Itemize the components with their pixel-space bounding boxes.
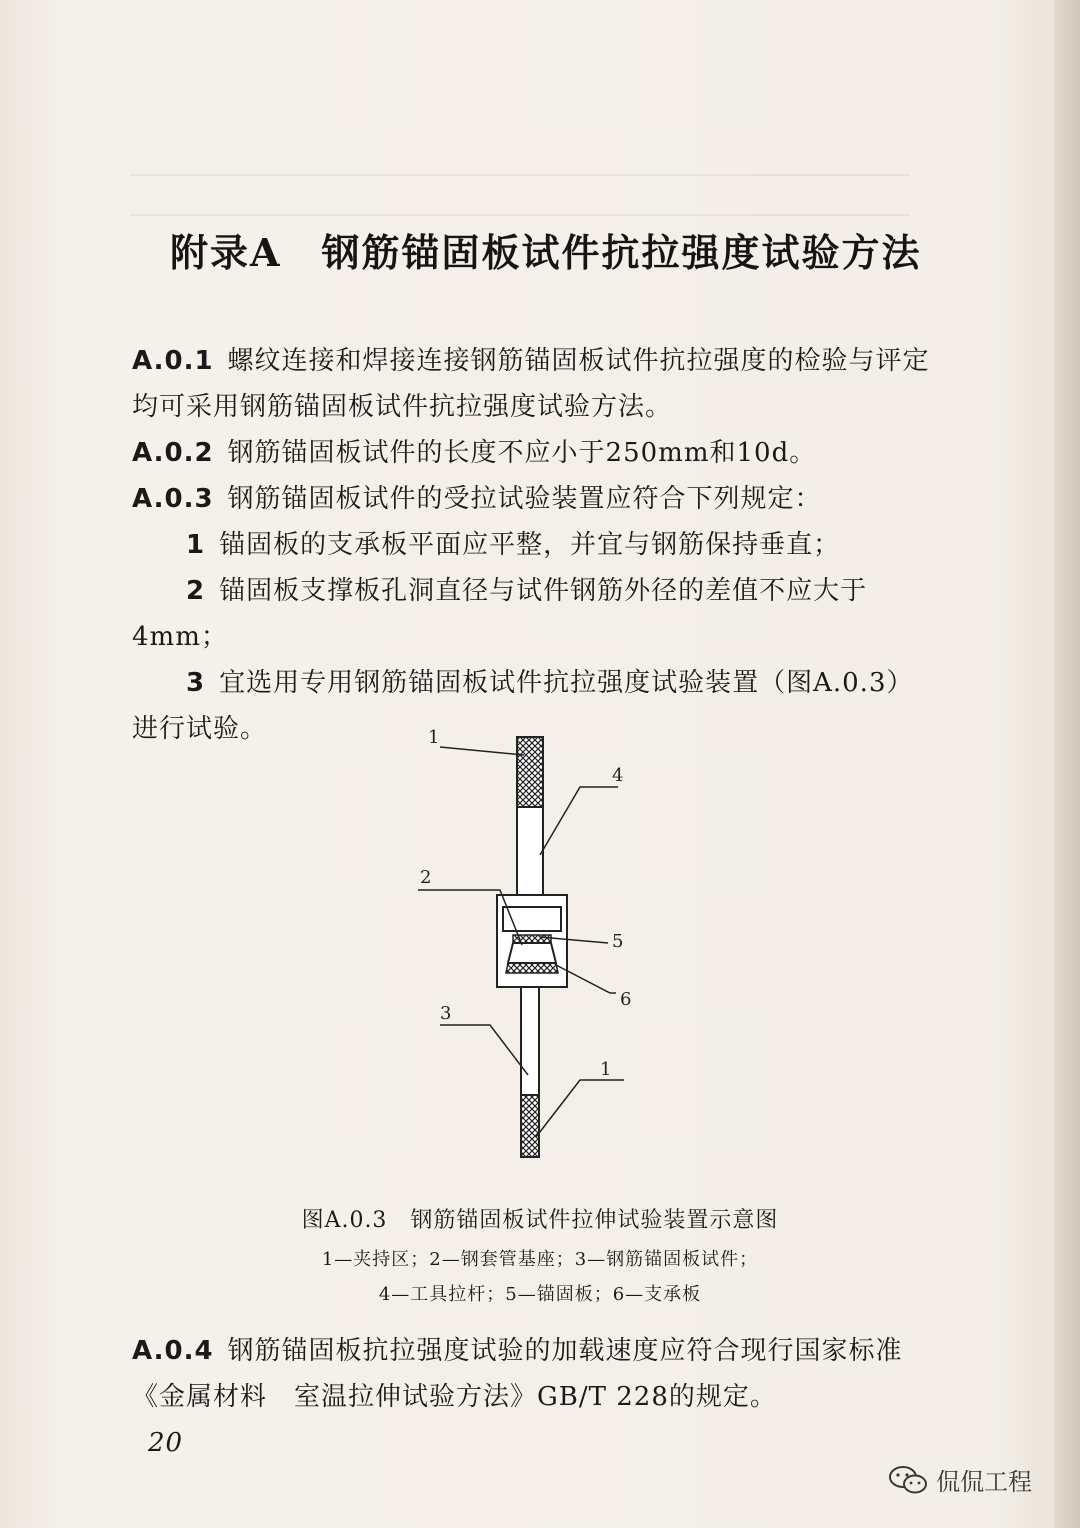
item-text: 宜选用专用钢筋锚固板试件抗拉强度试验装置（图A.0.3）进行试验。: [132, 668, 914, 744]
test-device-diagram: [400, 725, 660, 1165]
clause-number: A.0.1: [132, 346, 214, 376]
clause-number: A.0.3: [132, 484, 214, 514]
callout-6: 6: [620, 989, 632, 1010]
callout-5: 5: [612, 931, 624, 952]
clause-a02: [132, 430, 932, 476]
item-2: [132, 568, 932, 660]
clause-a01: [132, 338, 932, 430]
grip-zone-bottom: [521, 1095, 539, 1157]
figure-legend-line-1: 1—夹持区；2—钢套管基座；3—钢筋锚固板试件；: [321, 1249, 759, 1270]
clause-text: 螺纹连接和焊接连接钢筋锚固板试件抗拉强度的检验与评定均可采用钢筋锚固板试件抗拉强度试验方法。: [132, 346, 930, 422]
item-text: 锚固板的支承板平面应平整，并宜与钢筋保持垂直；: [219, 530, 841, 560]
item-number: 3: [186, 668, 206, 698]
clause-number: A.0.4: [132, 1336, 214, 1366]
callout-1-top: 1: [428, 727, 440, 748]
clause-text: 钢筋锚固板试件的长度不应小于250mm和10d。: [227, 438, 817, 468]
item-number: 1: [186, 530, 206, 560]
clause-text: 钢筋锚固板抗拉强度试验的加载速度应符合现行国家标准《金属材料 室温拉伸试验方法》GB/T 228的规定。: [132, 1336, 903, 1412]
item-text: 锚固板支撑板孔洞直径与试件钢筋外径的差值不应大于4mm；: [132, 576, 868, 652]
clause-a04: [132, 1328, 932, 1420]
watermark-text: 侃侃工程: [936, 1468, 1032, 1496]
figure-caption: 图A.0.3 钢筋锚固板试件拉伸试验装置示意图: [301, 1208, 779, 1233]
item-1: [186, 522, 932, 568]
clause-a03: [132, 476, 932, 522]
callout-1-bottom: 1: [600, 1059, 612, 1080]
clause-text: 钢筋锚固板试件的受拉试验装置应符合下列规定：: [227, 484, 822, 514]
page-number: 20: [148, 1428, 184, 1458]
appendix-title: 附录A 钢筋锚固板试件抗拉强度试验方法: [170, 230, 922, 275]
callout-4: 4: [612, 765, 624, 786]
book-spine: [1054, 0, 1080, 1528]
wechat-watermark: [888, 1462, 1032, 1497]
item-number: 2: [186, 576, 206, 606]
wechat-icon: [888, 1465, 928, 1495]
clause-number: A.0.2: [132, 438, 214, 468]
callout-2: 2: [420, 867, 432, 888]
callout-3: 3: [440, 1003, 452, 1024]
bleed-through: [130, 136, 910, 216]
grip-zone-top: [517, 737, 543, 807]
figure-legend-line-2: 4—工具拉杆；5—锚固板；6—支承板: [378, 1284, 702, 1305]
anchor-plate: [508, 943, 556, 963]
